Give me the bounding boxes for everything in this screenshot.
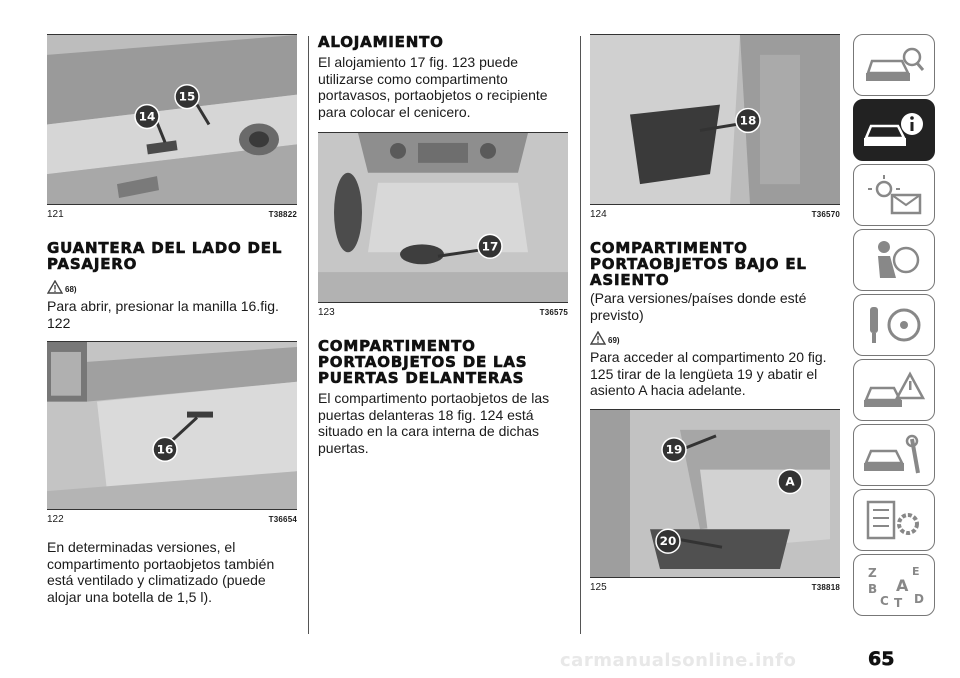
section-heading: COMPARTIMENTO PORTAOBJETOS DE LAS PUERTAS DELANTERAS [318,337,528,387]
figure-code: T36654 [268,515,297,524]
callout-a [778,469,802,493]
svg-text:E: E [912,565,920,578]
figure-125-underseat [590,409,840,577]
tab-index[interactable] [853,554,935,616]
svg-text:15: 15 [178,89,196,104]
paragraph: (Para versiones/países donde esté previsto) [590,290,807,323]
svg-text:B: B [868,582,878,596]
cupholder-photo [318,133,568,302]
paragraph: En determinadas versiones, el compartimento portaobjetos también está ventilado y climatizado (puede alojar una botella de 1,5 l). [47,539,275,605]
dashboard-photo [47,35,297,204]
svg-text:A: A [896,576,909,595]
tab-technical-data[interactable] [853,489,935,551]
paragraph: El compartimento portaobjetos de las puertas delanteras 18 fig. 124 está situado en la cara interna de dichas puertas. [318,390,550,456]
paragraph: El alojamiento 17 fig. 123 puede utilizarse como compartimento portavasos, portaobjetos o recipiente para colocar el cenicero. [318,54,548,120]
checklist-gear-icon [862,498,926,542]
glovebox-photo [47,342,297,509]
tab-safety-airbag[interactable] [853,229,935,291]
warning-reference: 69) [590,329,840,345]
car-info-icon [862,108,926,152]
svg-text:14: 14 [138,109,156,124]
section-heading: GUANTERA DEL LADO DEL PASAJERO [47,239,283,273]
key-steering-wheel-icon [862,303,926,347]
figure-124-door-pocket [590,34,840,204]
svg-text:D: D [914,592,924,606]
svg-text:Z: Z [868,566,877,580]
column-divider [308,36,309,634]
column-left [47,34,297,605]
svg-text:T: T [894,596,903,607]
figure-caption [590,204,840,226]
warning-light-mail-icon [862,173,926,217]
figure-121-dashboard [47,34,297,204]
figure-number: 123 [318,307,335,318]
column-middle [318,34,568,456]
paragraph: Para acceder al compartimento 20 fig. 125 tirar de la lengüeta 19 y abatir el asiento A hacia adelante. [590,349,827,398]
section-heading: COMPARTIMENTO PORTAOBJETOS BAJO EL ASIENTO [590,239,807,289]
svg-text:16: 16 [156,442,174,457]
figure-number: 125 [590,581,607,593]
figure-number: 121 [47,209,64,220]
figure-caption [590,577,840,599]
figure-code: T36575 [539,308,568,317]
car-crash-warning-icon [862,368,926,412]
airbag-person-icon [862,238,926,282]
warning-triangle-icon [47,280,63,294]
svg-text:20: 20 [659,533,677,548]
page-number: 65 [868,648,895,670]
figure-caption [318,302,568,324]
figure-code: T38822 [268,210,297,219]
chapter-tabs [853,34,935,619]
svg-text:17: 17 [481,239,499,254]
warning-triangle-icon [590,331,606,345]
figure-caption [47,509,297,531]
door-pocket-photo [590,35,840,204]
column-right [590,34,840,599]
figure-number: 124 [590,209,607,220]
tab-knowing-vehicle[interactable] [853,34,935,96]
tab-maintenance[interactable] [853,424,935,486]
figure-code: T38818 [811,582,840,592]
figure-code: T36570 [811,210,840,219]
figure-123-cupholder [318,132,568,302]
car-wrench-icon [862,433,926,477]
column-divider [580,36,581,634]
car-search-icon [862,43,926,87]
figure-122-glovebox [47,341,297,509]
watermark: carmanualsonline.info [560,650,797,671]
figure-number: 122 [47,514,64,525]
tab-starting-driving[interactable] [853,294,935,356]
tab-knowing-dashboard[interactable] [853,99,935,161]
underseat-photo [590,410,840,577]
tab-safety-lights[interactable] [853,164,935,226]
figure-caption [47,204,297,226]
tab-emergency[interactable] [853,359,935,421]
alphabet-index-icon [862,563,926,607]
svg-text:A: A [785,474,795,489]
section-heading: ALOJAMIENTO [318,33,444,51]
paragraph: Para abrir, presionar la manilla 16.fig. 122 [47,298,279,331]
svg-text:19: 19 [665,442,683,457]
svg-text:C: C [880,594,889,607]
warning-reference: 68) [47,278,297,294]
svg-text:18: 18 [739,113,757,128]
